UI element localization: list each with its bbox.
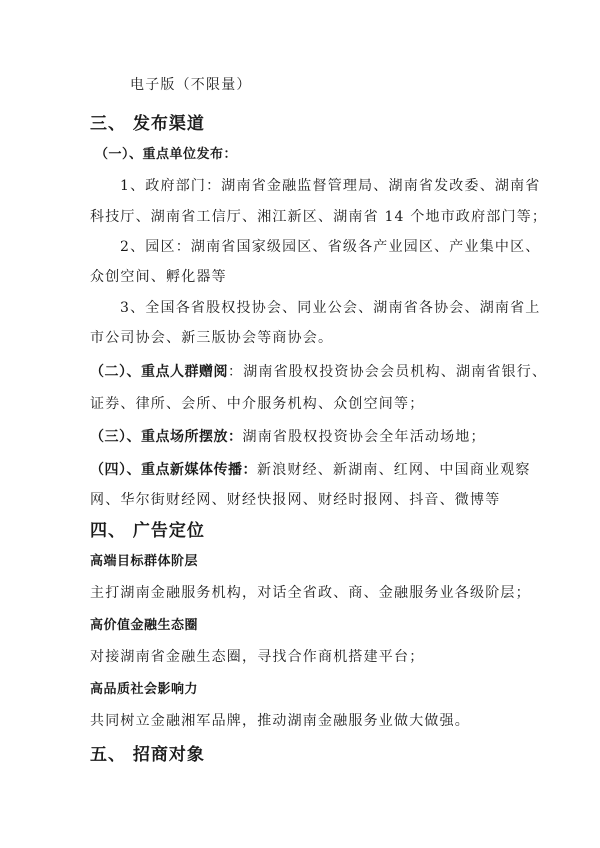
group2-text-line1: ：湖南省股权投资协会会员机构、湖南省银行、 xyxy=(228,364,548,380)
positioning-heading-1: 高端目标群体阶层 xyxy=(90,554,199,569)
item3-line1: 3、全国各省股权投协会、同业公会、湖南省各协会、湖南省上 xyxy=(120,300,541,316)
item3-line2: 市公司协会、新三版协会等商协会。 xyxy=(90,330,334,346)
section5-title: 五、 招商对象 xyxy=(90,745,205,765)
positioning-heading-3: 高品质社会影响力 xyxy=(90,682,199,697)
group2-paragraph-line1 xyxy=(90,363,547,381)
group4-label: （四）、重点新媒体传播： xyxy=(90,462,257,478)
group4-text-line2: 网、华尔街财经网、财经快报网、财经时报网、抖音、微博等 xyxy=(90,492,501,508)
group2-text-line2: 证券、律所、会所、中介服务机构、众创空间等； xyxy=(90,396,425,412)
positioning-text-3: 共同树立金融湘军品牌，推动湖南金融服务业做大做强。 xyxy=(90,713,470,729)
group2-label: （二）、重点人群赠阅 xyxy=(90,364,228,380)
top-line: 电子版（不限量） xyxy=(130,77,252,93)
positioning-text-2: 对接湖南省金融生态圈，寻找合作商机搭建平台； xyxy=(90,649,425,665)
item1-line1: 1、政府部门：湖南省金融监督管理局、湖南省发改委、湖南省 xyxy=(120,178,541,194)
group3-label: （三）、重点场所摆放： xyxy=(90,429,243,445)
item2-line2: 众创空间、孵化器等 xyxy=(90,269,227,285)
section3-title: 三、 发布渠道 xyxy=(90,114,205,134)
item1-line2: 科技厅、湖南省工信厅、湘江新区、湖南省 14 个地市政府部门等； xyxy=(90,209,548,225)
positioning-heading-2: 高价值金融生态圈 xyxy=(90,618,199,633)
group4-text-line1: 新浪财经、新湖南、红网、中国商业观察 xyxy=(257,462,531,478)
item2-line1: 2、园区：湖南省国家级园区、省级各产业园区、产业集中区、 xyxy=(120,239,541,255)
group1-heading: （一）、重点单位发布： xyxy=(95,147,238,162)
positioning-text-1: 主打湖南金融服务机构，对话全省政、商、金融服务业各级阶层； xyxy=(90,585,531,601)
section4-title: 四、 广告定位 xyxy=(90,521,205,541)
group3-text: 湖南省股权投资协会全年活动场地； xyxy=(242,429,486,445)
group3-paragraph xyxy=(90,428,486,446)
group4-paragraph-line1 xyxy=(90,461,531,479)
